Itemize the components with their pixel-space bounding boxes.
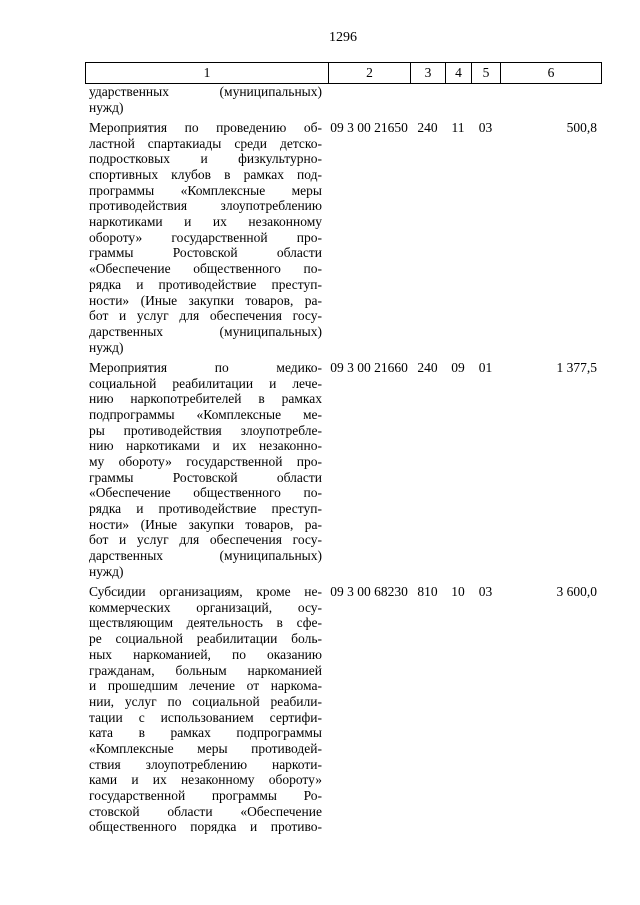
- target-code-cell: 09 3 00 21650: [330, 119, 408, 135]
- header-cell-3: 3: [410, 63, 445, 83]
- subsection-cell: 03: [478, 119, 493, 135]
- description-line: Мероприятия по проведению об-: [89, 119, 322, 135]
- amount-cell: 500,8: [566, 119, 597, 135]
- table-body: [85, 84, 602, 835]
- description-line: дарственных (муниципальных): [89, 548, 322, 564]
- description-line: гражданам, больным наркоманией: [89, 662, 322, 678]
- description-line: рядка и противодействие преступ-: [89, 276, 322, 292]
- description-line: бот и услуг для обеспечения госу-: [89, 308, 322, 324]
- header-cell-5: 5: [471, 63, 500, 83]
- table-row: [85, 580, 602, 836]
- description-line: ре социальной реабилитации боль-: [89, 631, 322, 647]
- page-number: 1296: [329, 30, 357, 45]
- description-line: граммы Ростовской области: [89, 245, 322, 261]
- description-line: наркотиками и их незаконному: [89, 214, 322, 230]
- description-line: бот и услуг для обеспечения госу-: [89, 532, 322, 548]
- description-line: спортивных клубов в рамках под-: [89, 167, 322, 183]
- header-cell-4: 4: [445, 63, 471, 83]
- description-line: му обороту» государственной про-: [89, 454, 322, 469]
- description-line: дарственных (муниципальных): [89, 323, 322, 339]
- description-line: «Комплексные меры противодей-: [89, 740, 322, 756]
- expense-type-cell: 240: [417, 119, 438, 135]
- description-line: государственной программы Ро-: [89, 788, 322, 804]
- description-line: ката в рамках подпрограммы: [89, 725, 322, 741]
- header-cell-6: 6: [500, 63, 601, 83]
- description-line: программы «Комплексные меры: [89, 182, 322, 198]
- description-line: подростковых и физкультурно-: [89, 151, 322, 167]
- description-line: подпрограммы «Комплексные ме-: [89, 406, 322, 422]
- section-cell: 10: [451, 584, 465, 600]
- subsection-cell: 03: [478, 584, 493, 600]
- description-cell: [85, 360, 328, 580]
- description-cell: [85, 584, 328, 835]
- header-cell-1: 1: [203, 65, 211, 80]
- description-line: ных наркоманией, по оказанию: [89, 646, 322, 662]
- target-code-cell: 09 3 00 21660: [330, 359, 408, 375]
- description-line: противодействия злоупотреблению: [89, 198, 322, 214]
- description-cell: [85, 120, 328, 355]
- description-line: обороту» государственной про-: [89, 229, 322, 245]
- expense-type-cell: 240: [417, 359, 438, 375]
- table-row: [85, 355, 602, 579]
- description-line: «Обеспечение общественного по-: [89, 485, 322, 501]
- description-line: стовской области «Обеспечение: [89, 803, 322, 819]
- description-line: ры противодействия злоупотребле-: [89, 422, 322, 438]
- description-line: нии, услуг по социальной реабили-: [89, 693, 322, 709]
- description-cell: [85, 84, 328, 115]
- description-line: нию наркопотребителей в рамках: [89, 391, 322, 407]
- description-line: нужд): [89, 563, 124, 579]
- description-line: коммерческих организаций, осу-: [89, 599, 322, 615]
- description-line: социальной реабилитации и лече-: [89, 375, 322, 391]
- table-row: [85, 115, 602, 355]
- amount-cell: 1 377,5: [556, 359, 597, 375]
- expense-type-cell: 810: [417, 584, 438, 600]
- amount-cell: 3 600,0: [556, 584, 597, 600]
- header-cell-2: 2: [328, 63, 410, 83]
- description-line: нужд): [89, 99, 124, 115]
- description-line: ками и их незаконному обороту»: [89, 772, 322, 788]
- description-line: ластной спартакиады среди детско-: [89, 135, 322, 151]
- description-line: нию наркотиками и их незаконно-: [89, 438, 322, 454]
- table-row: [85, 84, 602, 115]
- description-line: нужд): [89, 339, 124, 355]
- description-line: тации с использованием сертифи-: [89, 709, 322, 725]
- description-line: ности» (Иные закупки товаров, ра-: [89, 516, 322, 532]
- description-line: «Обеспечение общественного по-: [89, 261, 322, 277]
- description-line: и прошедшим лечение от наркома-: [89, 678, 322, 694]
- target-code-cell: 09 3 00 68230: [330, 584, 408, 600]
- description-line: рядка и противодействие преступ-: [89, 501, 322, 517]
- description-line: ности» (Иные закупки товаров, ра-: [89, 292, 322, 308]
- description-line: граммы Ростовской области: [89, 469, 322, 485]
- description-line: общественного порядка и противо-: [89, 819, 322, 835]
- description-line: ществляющим деятельность в сфе-: [89, 615, 322, 631]
- table-header: [85, 62, 602, 84]
- section-cell: 11: [451, 119, 465, 135]
- section-cell: 09: [451, 359, 465, 375]
- description-line: ударственных (муниципальных): [89, 84, 322, 99]
- description-line: Субсидии организациям, кроме не-: [89, 584, 322, 600]
- subsection-cell: 01: [478, 359, 493, 375]
- description-line: ствия злоупотреблению наркоти-: [89, 756, 322, 772]
- description-line: Мероприятия по медико-: [89, 359, 322, 375]
